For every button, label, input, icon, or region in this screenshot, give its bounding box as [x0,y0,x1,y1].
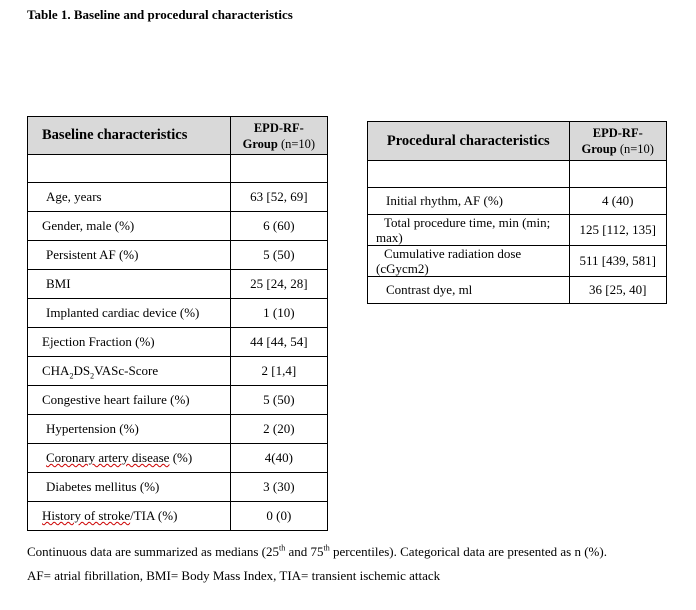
row-label: Gender, male (%) [28,212,231,241]
table-row [28,328,328,357]
row-value: 25 [24, 28] [230,270,327,299]
row-value: 44 [44, 54] [230,328,327,357]
row-value: 0 (0) [230,502,327,531]
table-row [28,473,328,502]
row-label: Coronary artery disease (%) [28,444,231,473]
table-row [28,270,328,299]
row-value: 6 (60) [230,212,327,241]
row-value: 4(40) [230,444,327,473]
table-row [28,386,328,415]
table-row [28,502,328,531]
row-label: History of stroke/TIA (%) [28,502,231,531]
row-label: Cumulative radiation dose (cGycm2) [368,246,570,277]
row-value: 125 [112, 135] [569,215,667,246]
blank-row [368,161,667,188]
row-label: BMI [28,270,231,299]
row-value: 3 (30) [230,473,327,502]
table-row [28,241,328,270]
row-value: 2 (20) [230,415,327,444]
table-row [28,357,328,386]
table-row [28,444,328,473]
row-value: 63 [52, 69] [230,183,327,212]
row-label: Total procedure time, min (min; max) [368,215,570,246]
footnote-line-2: AF= atrial fibrillation, BMI= Body Mass Index, TIA= transient ischemic attack [27,568,441,583]
row-label: $CHA_2DS_2VASc$-Score [28,357,231,386]
row-label: Diabetes mellitus (%) [28,473,231,502]
group-header-prefix: EPD-RF- [253,120,304,135]
group-header-n: (n=10) [280,136,316,151]
row-label: Persistent AF (%) [28,241,231,270]
table-row [368,215,667,246]
table-row [28,299,328,328]
group-header [569,122,667,161]
table-row [368,246,667,277]
group-header-prefix: EPD-RF- [592,126,643,140]
table-row [28,212,328,241]
group-header [230,117,327,155]
table-row [368,277,667,304]
table-footnote [27,540,687,588]
baseline-table [27,116,328,531]
table-row [368,188,667,215]
row-label: Initial rhythm, AF (%) [368,188,570,215]
table-row [28,183,328,212]
group-header-n: (n=10) [619,142,654,156]
procedural-table [367,121,667,304]
row-value: 1 (10) [230,299,327,328]
baseline-header: Baseline characteristics [28,117,231,155]
row-value: 5 (50) [230,241,327,270]
row-label: Age, years [28,183,231,212]
group-header-group: Group [242,136,278,151]
row-value: 511 [439, 581] [569,246,667,277]
row-value: 4 (40) [569,188,667,215]
row-label: Ejection Fraction (%) [28,328,231,357]
table-header-row [368,122,667,161]
row-label: Contrast dye, ml [368,277,570,304]
row-value: 36 [25, 40] [569,277,667,304]
row-value: 5 (50) [230,386,327,415]
table-header-row [28,117,328,155]
row-label: Congestive heart failure (%) [28,386,231,415]
row-label: Implanted cardiac device (%) [28,299,231,328]
table-row [28,415,328,444]
table-title: Table 1. Baseline and procedural characteristics [27,7,293,22]
row-value: 2 [1,4] [230,357,327,386]
group-header-group: Group [581,142,617,156]
footnote-line-1: Continuous data are summarized as medians (25th and 75th percentiles). Categorical data are presented as n (%). [27,543,607,559]
blank-row [28,155,328,183]
row-label: Hypertension (%) [28,415,231,444]
procedural-header: Procedural characteristics [368,122,570,161]
